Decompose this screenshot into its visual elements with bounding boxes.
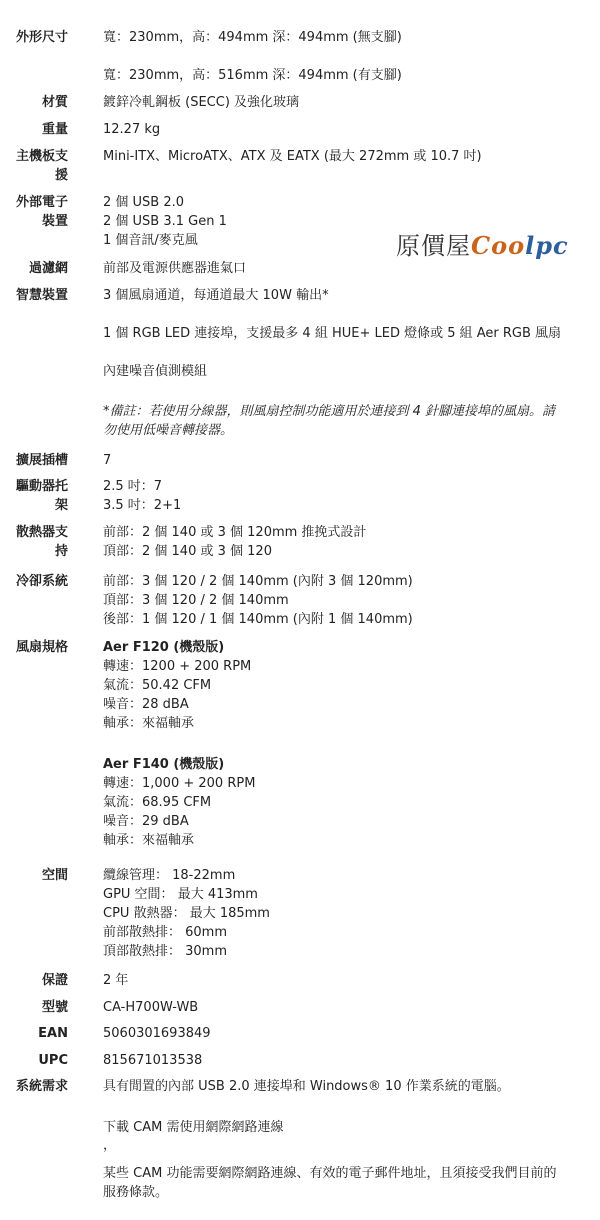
requirements-line: 下載 CAM 需使用網際網路連線 — [103, 1120, 284, 1135]
label-external-io: 裝置 — [41, 214, 68, 229]
fan-f140-title: Aer F140 (機殼版) — [103, 757, 225, 772]
label-model: 型號 — [41, 1000, 68, 1015]
material-value: 鍍鋅冷軋鋼板 (SECC) 及強化玻璃 — [103, 95, 300, 110]
filter-value: 前部及電源供應器進氣口 — [103, 261, 247, 276]
label-radiator: 持 — [54, 544, 68, 559]
label-radiator: 散熱器支 — [15, 525, 68, 540]
external-io-line: 2 個 USB 3.1 Gen 1 — [103, 214, 227, 229]
dimensions-line: 寬：230mm，高：494mm 深：494mm (無支腳) — [103, 30, 402, 45]
fan-f120-line: 氣流：50.42 CFM — [103, 678, 212, 693]
label-fans: 風扇規格 — [15, 640, 68, 655]
expansion-value: 7 — [103, 453, 112, 468]
label-warranty: 保證 — [41, 973, 68, 988]
external-io-line: 1 個音訊/麥克風 — [103, 233, 198, 248]
label-material: 材質 — [41, 95, 68, 110]
warranty-value: 2 年 — [103, 973, 129, 988]
label-filter: 過濾網 — [28, 261, 68, 276]
drive-line: 3.5 吋：2+1 — [103, 498, 182, 513]
requirements-line: 具有閒置的內部 USB 2.0 連接埠和 Windows® 10 作業系統的電腦。 — [103, 1079, 510, 1094]
label-motherboard: 主機板支 — [15, 149, 68, 164]
radiator-line: 頂部：2 個 140 或 3 個 120 — [103, 544, 272, 559]
clearance-line: CPU 散熱器： 最大 185mm — [103, 906, 270, 921]
fan-f140-line: 轉速：1,000 + 200 RPM — [103, 776, 256, 791]
model-value: CA-H700W-WB — [103, 1000, 199, 1015]
smart-note: 勿使用低噪音轉接器。 — [103, 423, 234, 438]
cooling-line: 前部：3 個 120 / 2 個 140mm (內附 3 個 120mm) — [103, 574, 413, 589]
label-requirements: 系統需求 — [15, 1079, 68, 1094]
clearance-line: 頂部散熱排： 30mm — [103, 944, 228, 959]
label-dimensions: 外形尺寸 — [15, 30, 68, 45]
cooling-line: 頂部：3 個 120 / 2 個 140mm — [103, 593, 289, 608]
requirements-line: 某些 CAM 功能需要網際網路連線、有效的電子郵件地址，且須接受我們目前的 — [103, 1166, 557, 1181]
fan-f140-line: 氣流：68.95 CFM — [103, 795, 212, 810]
requirements-line: 服務條款。 — [103, 1185, 169, 1200]
coolpc-watermark-logo: 原價屋Coolpc — [396, 231, 569, 260]
requirements-line: ， — [103, 1138, 117, 1153]
label-weight: 重量 — [41, 122, 68, 137]
label-motherboard: 援 — [54, 168, 68, 183]
label-upc: UPC — [38, 1053, 68, 1068]
label-clearance: 空間 — [41, 868, 68, 883]
label-smart: 智慧裝置 — [15, 288, 68, 303]
drive-line: 2.5 吋：7 — [103, 479, 163, 494]
fan-f140-line: 噪音：29 dBA — [103, 814, 189, 829]
smart-line: 1 個 RGB LED 連接埠，支援最多 4 組 HUE+ LED 燈條或 5 組 Aer RGB 風扇 — [103, 326, 562, 341]
external-io-line: 2 個 USB 2.0 — [103, 195, 185, 210]
label-expansion: 擴展插槽 — [15, 453, 68, 468]
label-external-io: 外部電子 — [15, 195, 68, 210]
fan-f120-line: 噪音：28 dBA — [103, 697, 189, 712]
clearance-line: 前部散熱排： 60mm — [103, 925, 228, 940]
clearance-line: 纜線管理： 18-22mm — [103, 868, 236, 883]
clearance-line: GPU 空間： 最大 413mm — [103, 887, 258, 902]
upc-value: 815671013538 — [103, 1053, 203, 1068]
label-drive: 架 — [54, 498, 68, 513]
fan-f120-title: Aer F120 (機殼版) — [103, 640, 225, 655]
fan-f140-line: 軸承：來福軸承 — [103, 833, 195, 848]
fan-f120-line: 轉速：1200 + 200 RPM — [103, 659, 252, 674]
label-cooling: 冷卻系統 — [15, 574, 68, 589]
smart-line: 3 個風扇通道，每通道最大 10W 輸出* — [103, 288, 329, 303]
cooling-line: 後部：1 個 120 / 1 個 140mm (內附 1 個 140mm) — [103, 612, 413, 627]
ean-value: 5060301693849 — [103, 1026, 211, 1041]
smart-note: *備註：若使用分線器，則風扇控制功能適用於連接到 4 針腳連接埠的風扇。請 — [103, 404, 556, 419]
motherboard-value: Mini-ITX、MicroATX、ATX 及 EATX (最大 272mm 或 10.7 吋) — [103, 149, 482, 164]
fan-f120-line: 軸承：來福軸承 — [103, 716, 195, 731]
weight-value: 12.27 kg — [103, 122, 161, 137]
smart-line: 內建噪音偵測模組 — [103, 364, 208, 379]
label-ean: EAN — [38, 1026, 68, 1041]
radiator-line: 前部：2 個 140 或 3 個 120mm 推挽式設計 — [103, 525, 367, 540]
dimensions-line: 寬：230mm，高：516mm 深：494mm (有支腳) — [103, 68, 402, 83]
label-drive: 驅動器托 — [15, 479, 68, 494]
